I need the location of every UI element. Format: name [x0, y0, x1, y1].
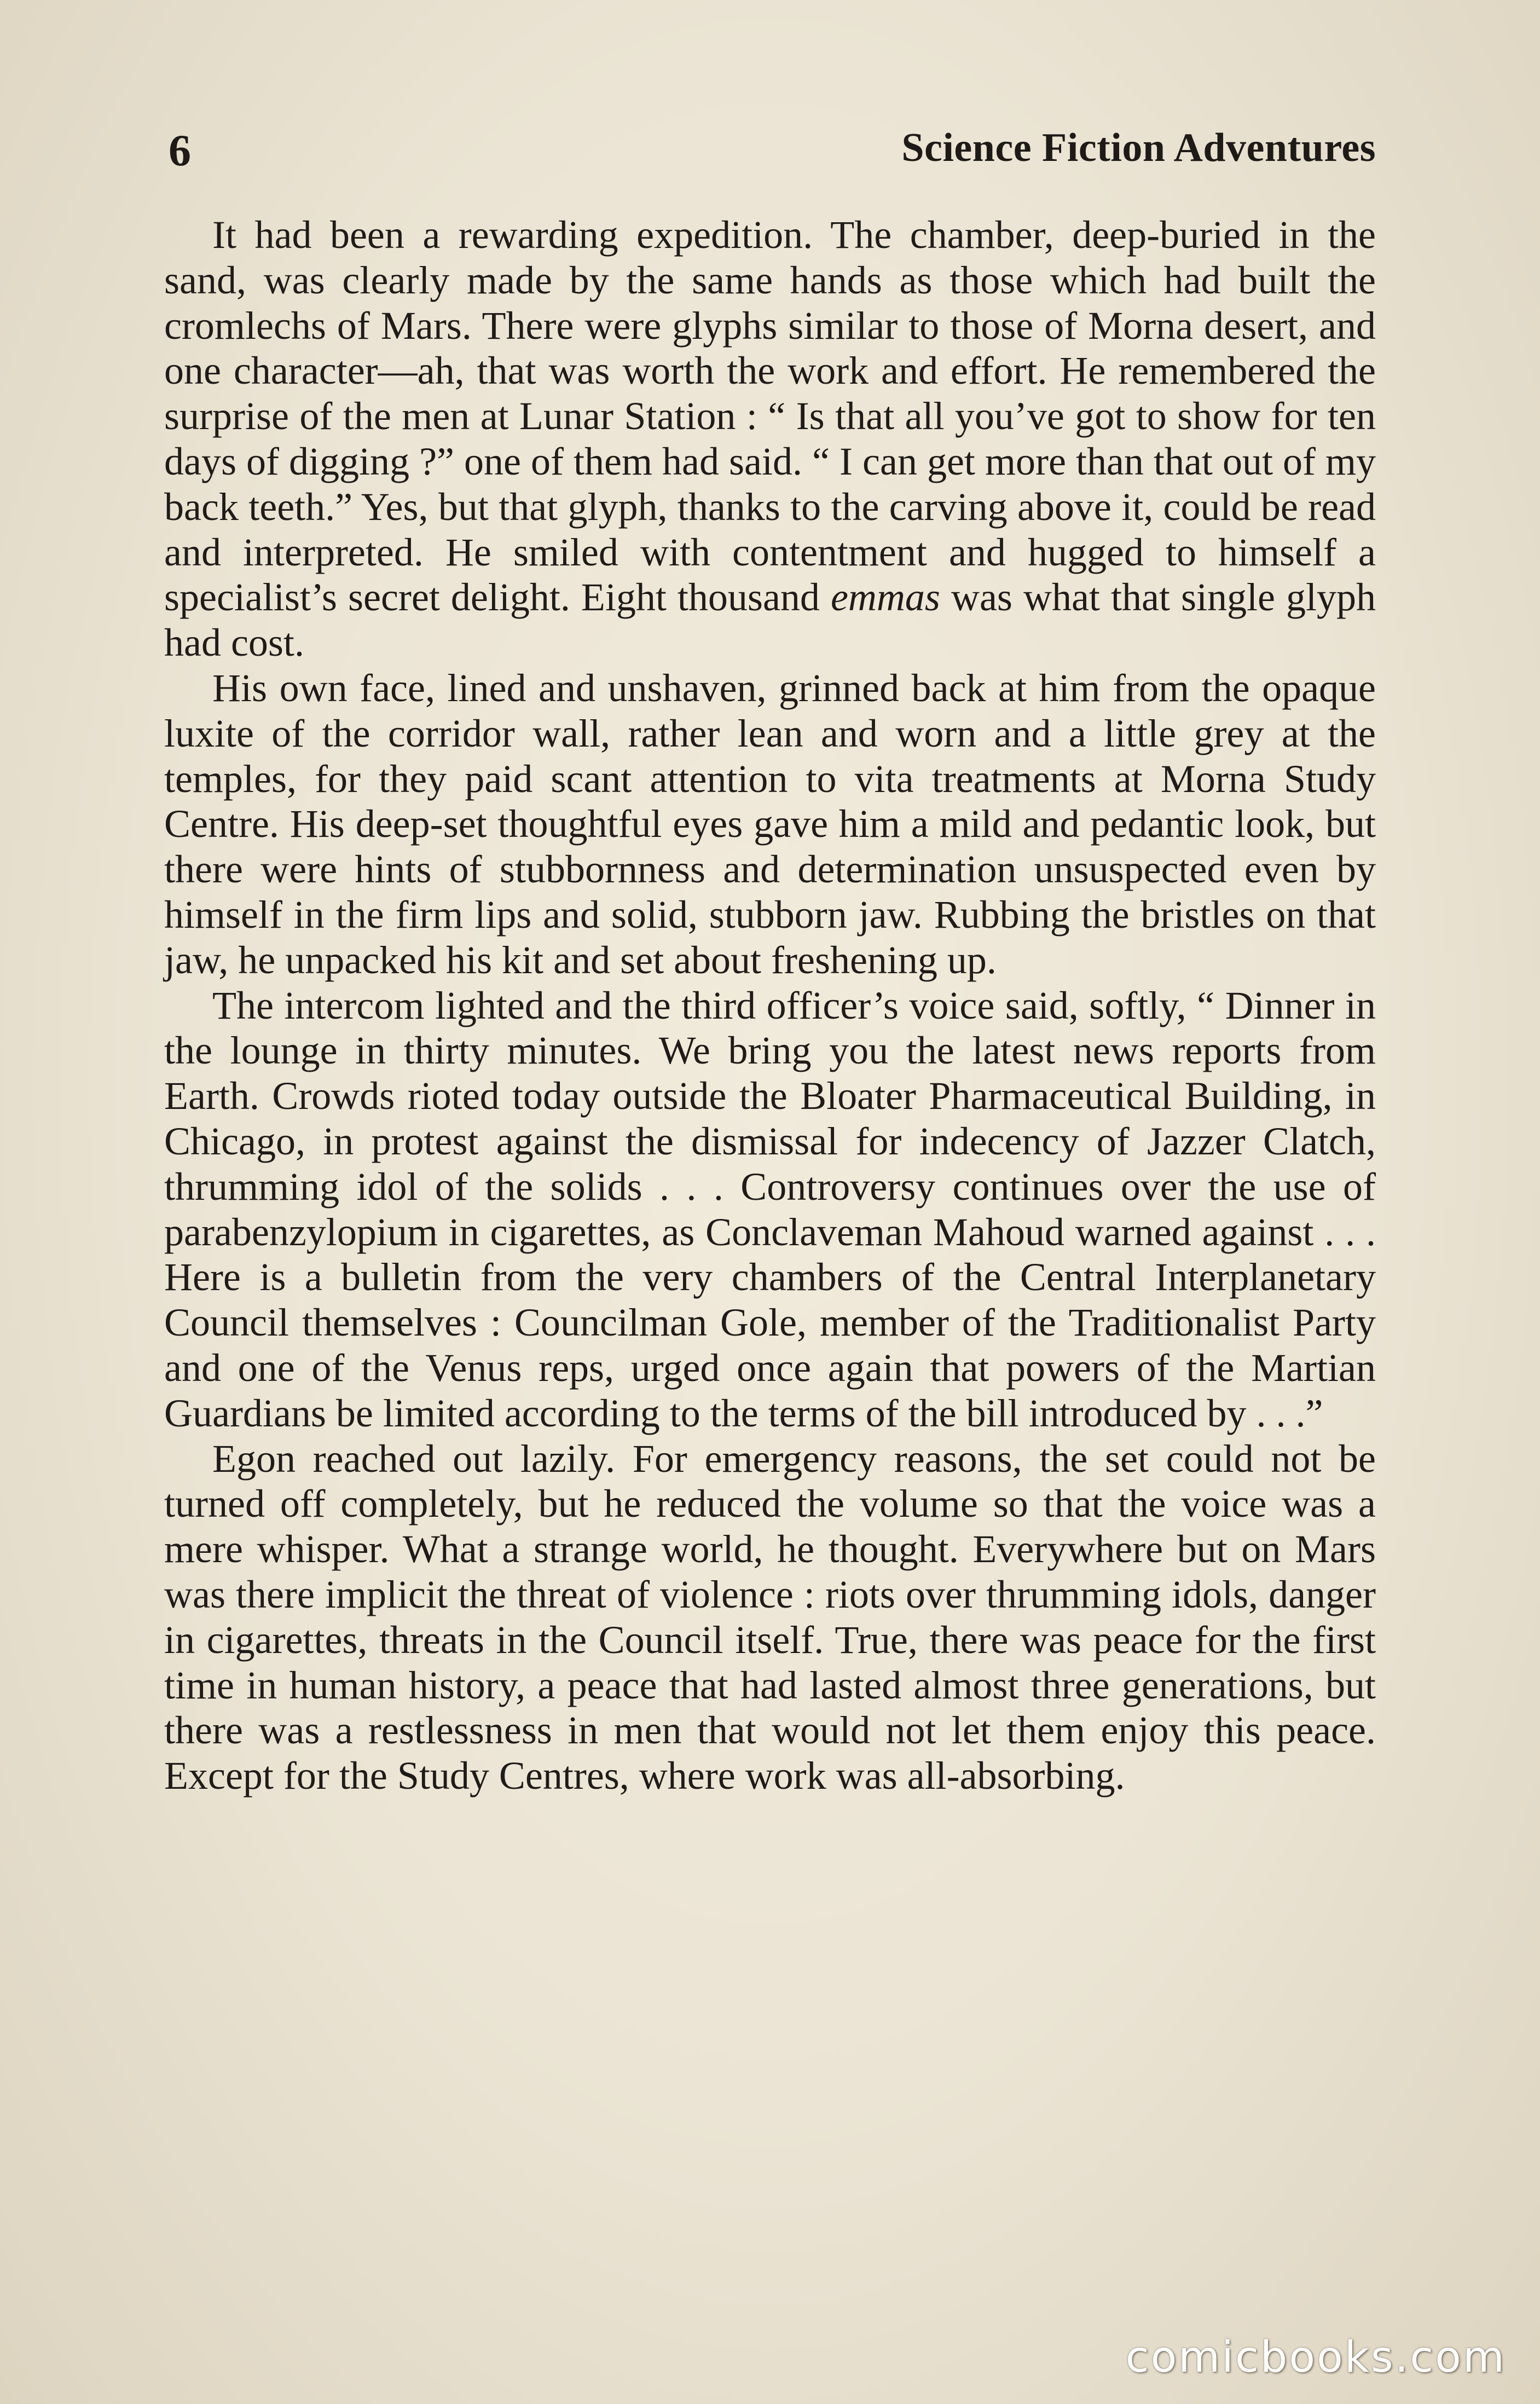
italic-word: emmas	[830, 575, 940, 620]
paragraph-3: The intercom lighted and the third officer’s voice said, softly, “ Dinner in the lounge in thirty minutes. We bring you the latest news reports from Earth. Crowds rioted today outside the Bloater Pharmaceutical Building, in Chicago, in protest against the dismissal for indecency of Jazzer Clatch, thrumming idol of the solids . . . Controversy continues over the use of parabenzylopium in cigarettes, as Conclaveman Mahoud warned against . . . Here is a bulletin from the very chambers of the Central Interplanetary Council themselves : Councilman Gole, member of the Traditionalist Party and one of the Venus reps, urged once again that powers of the Martian Guardians be limited according to the terms of the bill introduced by . . .”	[164, 983, 1376, 1435]
paragraph-1-end: was what that single glyph had cost.	[164, 575, 1376, 665]
running-title: Science Fiction Adventures	[901, 125, 1376, 170]
watermark: comicbooks.com	[1125, 2333, 1506, 2382]
page-header	[169, 125, 1376, 180]
paragraph-2: His own face, lined and unshaven, grinned back at him from the opaque luxite of the corridor wall, rather lean and worn and a little grey at the temples, for they paid scant attention to vita treatments at Morna Study Centre. His deep-set thoughtful eyes gave him a mild and pedantic look, but there were hints of stubbornness and determination unsuspected even by himself in the firm lips and solid, stubborn jaw. Rubbing the bristles on that jaw, he unpacked his kit and set about freshening up.	[164, 666, 1376, 982]
paragraph-1-text: It had been a rewarding expedition. The chamber, deep-buried in the sand, was clearly made by the same hands as those which had built the cromlechs of Mars. There were glyphs similar to those of Morna desert, and one character—ah, that was worth the work and effort. He remembered the surprise of the men at Lunar Station : “ Is that all you’ve got to show for ten days of digging ?” one of them had said. “ I can get more than that out of my back teeth.” Yes, but that glyph, thanks to the carving above it, could be read and interpreted. He smiled with contentment and hugged to himself a specialist’s secret delight. Eight thousand	[164, 213, 1376, 620]
story-text	[164, 212, 1376, 1799]
paragraph-4: Egon reached out lazily. For emergency reasons, the set could not be turned off completely, but he reduced the volume so that the voice was a mere whisper. What a strange world, he thought. Everywhere but on Mars was there implicit the threat of violence : riots over thrumming idols, danger in cigarettes, threats in the Council itself. True, there was peace for the first time in human history, a peace that had lasted almost three generations, but there was a restlessness in men that would not let them enjoy this peace. Except for the Study Centres, where work was all-absorbing.	[164, 1436, 1376, 1798]
page-number: 6	[169, 125, 191, 175]
paragraph-1	[164, 212, 1376, 666]
